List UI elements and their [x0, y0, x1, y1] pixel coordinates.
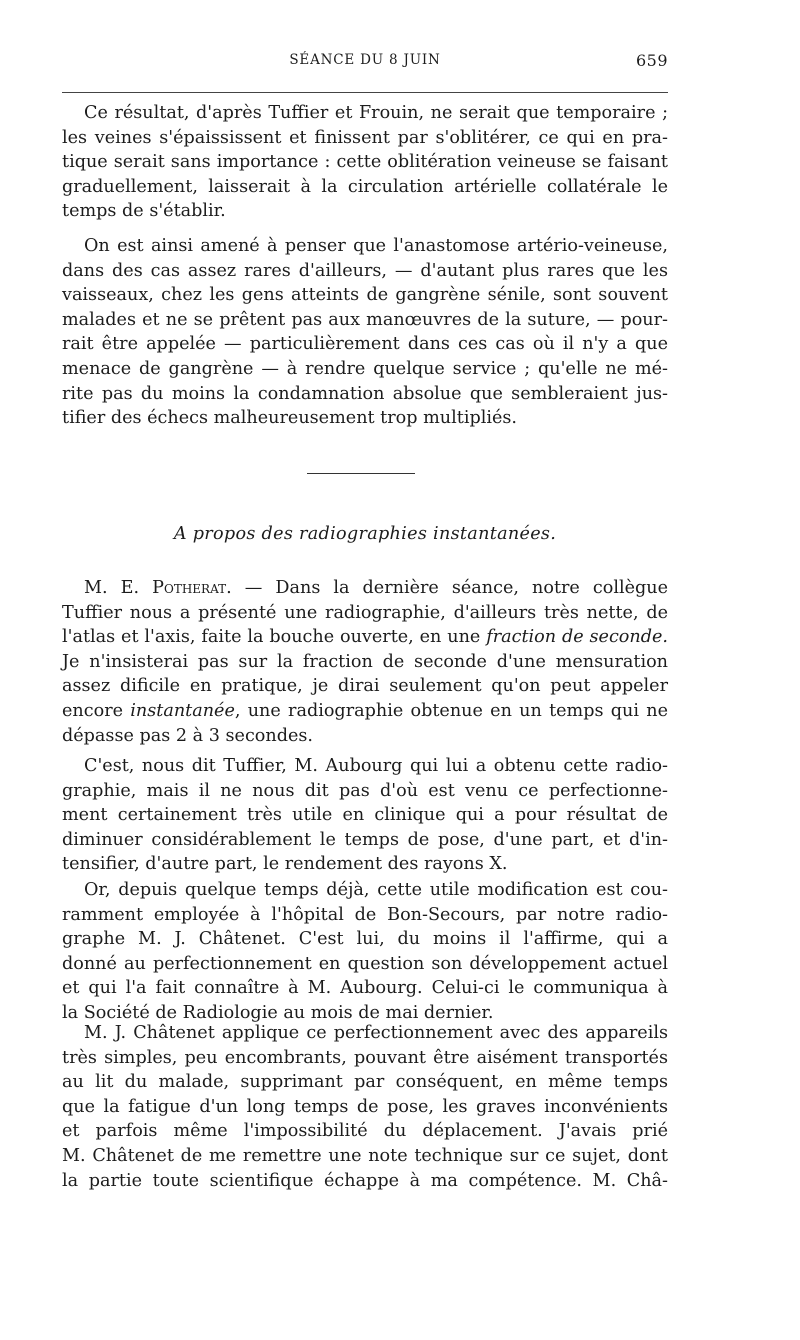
text-line: graphe M. J. Châtenet. C'est lui, du moins il l'affirme, qui a — [62, 929, 668, 950]
text-line: assez dificile en pratique, je dirai seulement qu'on peut appeler — [62, 676, 668, 697]
text-line: au lit du malade, supprimant par conséquent, en même temps — [62, 1072, 668, 1093]
text-line: diminuer considérablement le temps de pose, d'une part, et d'in- — [62, 829, 668, 850]
text-line: M. Châtenet de me remettre une note technique sur ce sujet, dont — [62, 1145, 668, 1166]
header-rule — [62, 92, 668, 93]
text-line: Tuffier nous a présenté une radiographie, d'ailleurs très nette, de — [62, 602, 668, 623]
text-line: malades et ne se prêtent pas aux manœuvres de la suture, — pour- — [62, 309, 668, 330]
running-title: SÉANCE DU 8 JUIN — [289, 52, 441, 68]
text-line: M. J. Châtenet applique ce perfectionnement avec des appareils — [84, 1023, 668, 1043]
text-line: Je n'insisterai pas sur la fraction de seconde d'une mensuration — [62, 651, 668, 672]
text-line: tique serait sans importance : cette oblitération veineuse se faisant — [62, 152, 668, 173]
line-text: l'atlas et l'axis, faite la bouche ouverte, en une — [62, 627, 487, 648]
text-line: dépasse pas 2 à 3 secondes. — [62, 725, 314, 746]
text-line: menace de gangrène — à rendre quelque service ; qu'elle ne mé- — [62, 358, 668, 379]
paragraph-6 — [62, 1021, 668, 1193]
section-separator-rule — [307, 473, 415, 474]
page-number: 659 — [635, 51, 668, 70]
italic-phrase: fraction de seconde. — [486, 627, 668, 648]
text-line — [62, 699, 668, 724]
text-line: vaisseaux, chez les gens atteints de gangrène sénile, sont souvent — [62, 285, 668, 306]
paragraph-5 — [62, 878, 668, 1026]
italic-word: instantanée — [130, 700, 235, 721]
line-text: Dans la dernière séance, notre collègue — [275, 578, 669, 598]
text-line: les veines s'épaississent et finissent par s'oblitérer, ce qui en pra- — [62, 127, 668, 148]
speaker-name: Potherat — [152, 578, 227, 598]
text-line: donné au perfectionnement en question son développement actuel — [62, 953, 668, 974]
speaker-prefix: M. E. — [84, 578, 153, 598]
paragraph-1 — [62, 101, 668, 224]
paragraph-3 — [62, 576, 668, 748]
text-line — [62, 576, 668, 601]
text-line: ramment employée à l'hôpital de Bon-Secours, par notre radio- — [62, 904, 668, 925]
text-line: dans des cas assez rares d'ailleurs, — d'autant plus rares que les — [62, 260, 668, 281]
text-line: la Société de Radiologie au mois de mai dernier. — [62, 1002, 494, 1023]
text-line: temps de s'établir. — [62, 201, 226, 222]
text-line: et qui l'a fait connaître à M. Aubourg. Celui-ci le communiqua à — [62, 978, 668, 999]
text-line: On est ainsi amené à penser que l'anastomose artério-veineuse, — [84, 236, 668, 256]
section-heading: A propos des radiographies instantanées. — [173, 524, 557, 544]
text-line: rite pas du moins la condamnation absolue que sembleraient jus- — [62, 383, 668, 404]
text-line: et parfois même l'impossibilité du déplacement. J'avais prié — [62, 1121, 668, 1142]
text-line: tifier des échecs malheureusement trop multipliés. — [62, 408, 517, 429]
text-line: graduellement, laisserait à la circulation artérielle collatérale le — [62, 176, 668, 197]
line-text: encore — [62, 700, 131, 721]
text-line: très simples, peu encombrants, pouvant être aisément transportés — [62, 1047, 668, 1068]
text-line: tensifier, d'autre part, le rendement des rayons X. — [62, 854, 508, 875]
text-line: C'est, nous dit Tuffier, M. Aubourg qui lui a obtenu cette radio- — [84, 756, 668, 776]
text-line: la partie toute scientifique échappe à ma compétence. M. Châ- — [62, 1170, 668, 1191]
speaker-suffix: . — — [226, 578, 276, 598]
text-line: rait être appelée — particulièrement dans ces cas où il n'y a que — [62, 334, 668, 355]
text-line: que la fatigue d'un long temps de pose, les graves inconvénients — [62, 1096, 668, 1117]
line-text: , une radiographie obtenue en un temps qui ne — [234, 700, 668, 721]
text-line — [62, 625, 668, 650]
text-line: graphie, mais il ne nous dit pas d'où est venu ce perfectionne- — [62, 780, 668, 801]
text-line: Ce résultat, d'après Tuffier et Frouin, ne serait que temporaire ; — [84, 103, 668, 123]
running-head — [62, 50, 668, 74]
paragraph-4 — [62, 754, 668, 877]
paragraph-2 — [62, 234, 668, 431]
text-line: Or, depuis quelque temps déjà, cette utile modification est cou- — [84, 880, 668, 900]
text-line: ment certainement très utile en clinique qui a pour résultat de — [62, 805, 668, 826]
